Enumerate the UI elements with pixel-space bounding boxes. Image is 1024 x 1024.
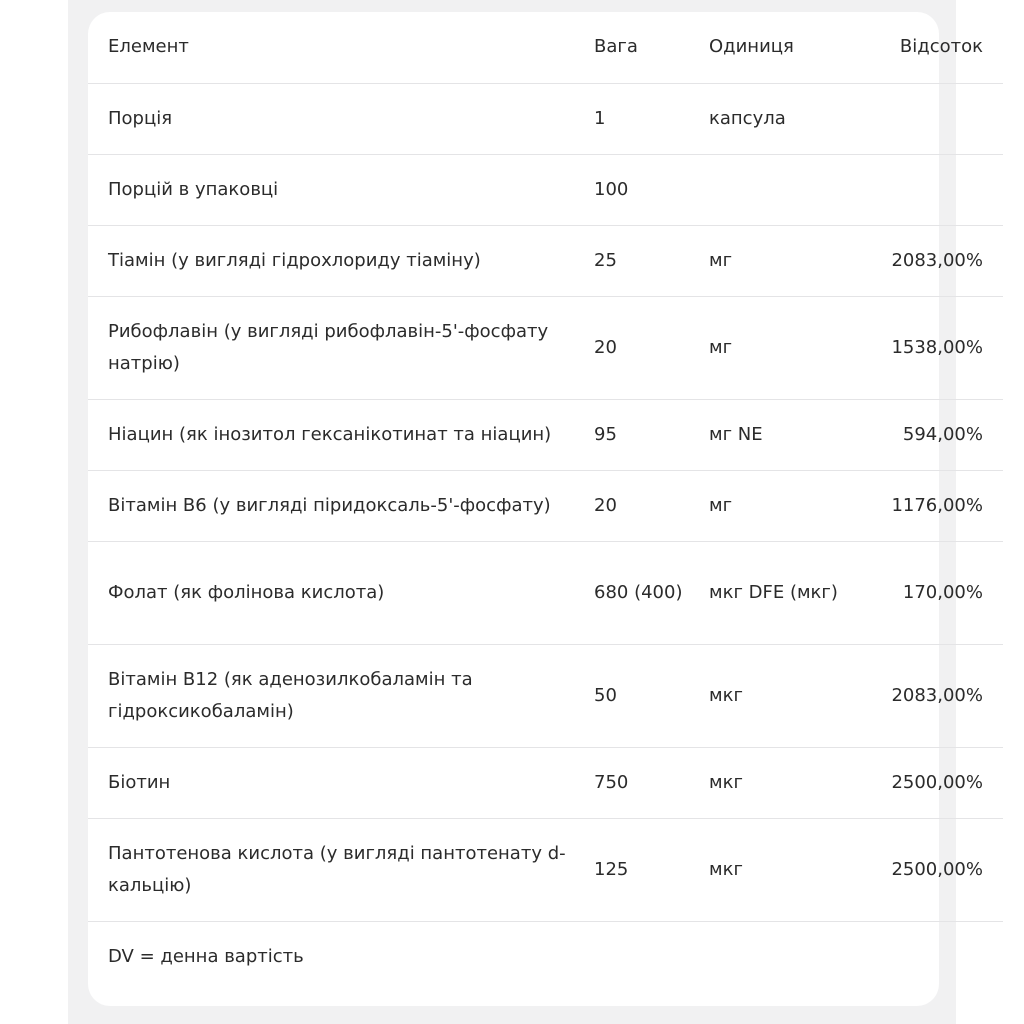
table-row: [88, 541, 1003, 644]
cell-name: Тіамін (у вигляді гідрохлориду тіаміну): [88, 225, 594, 296]
cell-name: Вітамін B6 (у вигляді піридоксаль-5'-фосфату): [88, 470, 594, 541]
header-percent: Відсоток: [839, 12, 1003, 83]
cell-unit: мкг DFE (мкг): [709, 541, 839, 644]
table-row: [88, 399, 1003, 470]
cell-name: Порція: [88, 83, 594, 154]
table-row: [88, 154, 1003, 225]
cell-percent: 170,00%: [839, 541, 1003, 644]
cell-weight: 100: [594, 154, 709, 225]
cell-name: Порцій в упаковці: [88, 154, 594, 225]
cell-weight: 750: [594, 747, 709, 818]
cell-name: Пантотенова кислота (у вигляді пантотенату d-кальцію): [88, 818, 594, 921]
table-row: [88, 83, 1003, 154]
table-row: [88, 296, 1003, 399]
cell-name: Фолат (як фолінова кислота): [88, 541, 594, 644]
cell-percent: 1176,00%: [839, 470, 1003, 541]
header-name: Елемент: [88, 12, 594, 83]
cell-percent: 594,00%: [839, 399, 1003, 470]
cell-percent: [839, 154, 1003, 225]
table-row: [88, 225, 1003, 296]
cell-name: Біотин: [88, 747, 594, 818]
table-row: [88, 644, 1003, 747]
cell-percent: 2083,00%: [839, 225, 1003, 296]
header-weight: Вага: [594, 12, 709, 83]
cell-weight: 20: [594, 470, 709, 541]
cell-percent: 2083,00%: [839, 644, 1003, 747]
cell-unit: капсула: [709, 83, 839, 154]
cell-unit: мг: [709, 225, 839, 296]
cell-percent: 2500,00%: [839, 747, 1003, 818]
cell-weight: 1: [594, 83, 709, 154]
cell-percent: [839, 83, 1003, 154]
cell-unit: мкг: [709, 644, 839, 747]
table-row: [88, 470, 1003, 541]
cell-weight: 25: [594, 225, 709, 296]
cell-unit: [709, 154, 839, 225]
nutrition-table: [88, 12, 1003, 992]
cell-percent: 2500,00%: [839, 818, 1003, 921]
cell-weight: 50: [594, 644, 709, 747]
cell-unit: мг NE: [709, 399, 839, 470]
table-row: [88, 818, 1003, 921]
cell-weight: 680 (400): [594, 541, 709, 644]
cell-weight: 20: [594, 296, 709, 399]
cell-unit: мг: [709, 470, 839, 541]
cell-name: Рибофлавін (у вигляді рибофлавін-5'-фосфату натрію): [88, 296, 594, 399]
header-unit: Одиниця: [709, 12, 839, 83]
nutrition-card: [88, 12, 983, 1006]
cell-percent: 1538,00%: [839, 296, 1003, 399]
cell-unit: мкг: [709, 818, 839, 921]
cell-name: Ніацин (як інозитол гексанікотинат та ніацин): [88, 399, 594, 470]
cell-unit: мг: [709, 296, 839, 399]
table-header-row: [88, 12, 1003, 83]
cell-weight: 95: [594, 399, 709, 470]
footnote: DV = денна вартість: [108, 945, 304, 967]
cell-weight: 125: [594, 818, 709, 921]
cell-unit: мкг: [709, 747, 839, 818]
cell-name: Вітамін B12 (як аденозилкобаламін та гідроксикобаламін): [88, 644, 594, 747]
table-footnote-row: [88, 921, 1003, 992]
table-row: [88, 747, 1003, 818]
